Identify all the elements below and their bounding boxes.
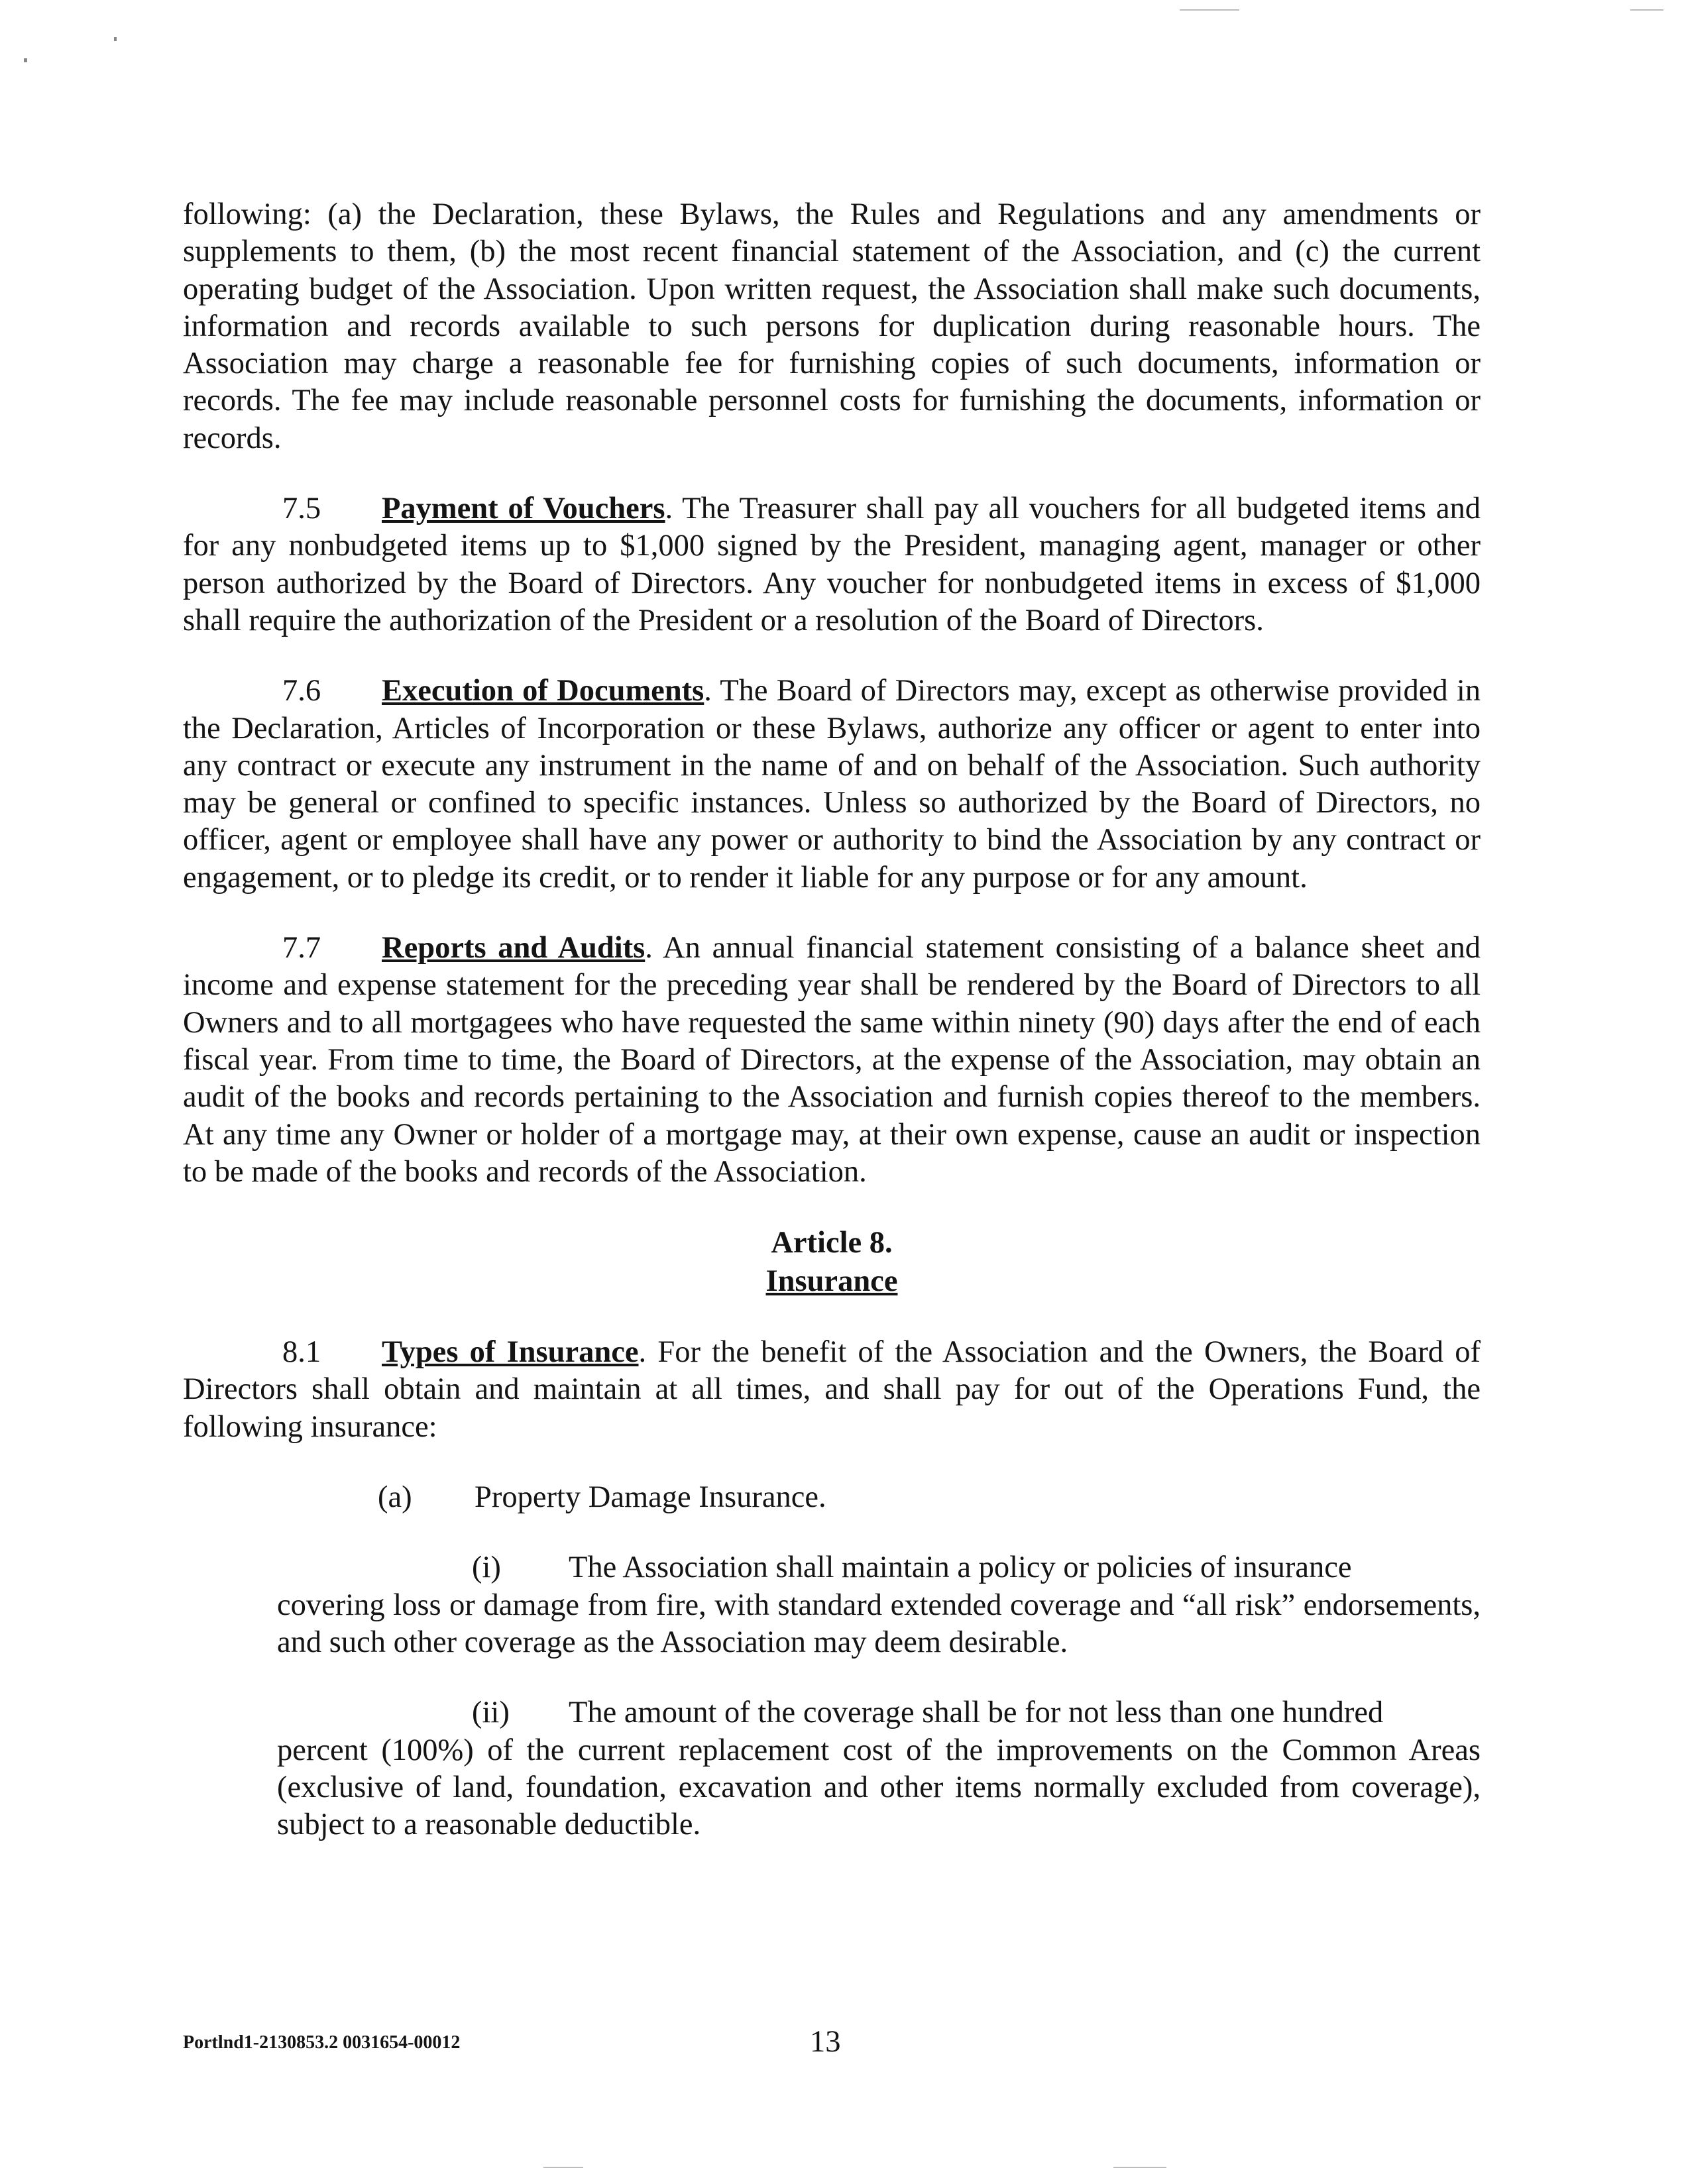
document-id: Portlnd1-2130853.2 0031654-00012 [183, 2032, 461, 2053]
scan-edge-mark [1113, 2167, 1166, 2168]
scan-speck [24, 58, 27, 62]
scan-edge-mark [1630, 9, 1663, 11]
section-heading: Execution of Documents [382, 674, 704, 708]
subitem-ii [183, 1694, 1481, 1843]
page-footer [183, 2024, 1481, 2064]
subitem-first-text: The amount of the coverage shall be for not less than one hundred [569, 1696, 1384, 1730]
section-body: . For the benefit of the Association and the Owners, the Board of Directors shall obtain and maintain at all times, and shall pay for out of the Operations Fund, the following insurance: [183, 1335, 1481, 1444]
section-number: 7.6 [282, 674, 321, 708]
section-7-7 [183, 930, 1481, 1191]
subitem-rest: percent (100%) of the current replacement cost of the improvements on the Common Areas (exclusive of land, foundation, excavation and other items normally excluded from coverage), subject to a reasonable deductible. [277, 1733, 1481, 1842]
scan-edge-mark [1180, 9, 1239, 11]
scan-edge-mark [543, 2167, 583, 2168]
section-number: 7.7 [282, 931, 321, 965]
section-heading: Payment of Vouchers [382, 492, 665, 526]
item-text: Property Damage Insurance. [475, 1480, 826, 1515]
section-8-1 [183, 1334, 1481, 1446]
section-number: 7.5 [282, 492, 321, 526]
subitem-label: (i) [472, 1551, 501, 1585]
section-body: . The Board of Directors may, except as otherwise provided in the Declaration, Articles of Incorporation or these Bylaws, authorize any officer or agent to enter into any contract or execute any instrument in the name of and on behalf of the Association. Such authority may be general or confined to specific instances. Unless so authorized by the Board of Directors, no officer, agent or employee shall have any power or authority to bind the Association by any contract or engagement, or to pledge its credit, or to render it liable for any purpose or for any amount. [183, 674, 1481, 895]
scan-speck [114, 37, 117, 41]
article-title: Insurance [765, 1264, 898, 1299]
item-label: (a) [378, 1480, 412, 1515]
document-page [183, 196, 1481, 1843]
section-7-6 [183, 673, 1481, 897]
page-number: 13 [810, 2025, 841, 2059]
section-body: . An annual financial statement consisting of a balance sheet and income and expense statement for the preceding year shall be rendered by the Board of Directors to all Owners and to all mortgagees who have requested the same within ninety (90) days after the end of each fiscal year. From time to time, the Board of Directors, at the expense of the Association, may obtain an audit of the books and records pertaining to the Association and furnish copies thereof to the members. At any time any Owner or holder of a mortgage may, at their own expense, cause an audit or inspection to be made of the books and records of the Association. [183, 931, 1481, 1189]
subitem-rest: covering loss or damage from fire, with standard extended coverage and “all risk” endorsements, and such other coverage as the Association may deem desirable. [277, 1588, 1481, 1659]
section-body: . The Treasurer shall pay all vouchers for all budgeted items and for any nonbudgeted items up to $1,000 signed by the President, managing agent, manager or other person authorized by the Board of Directors. Any voucher for nonbudgeted items in excess of $1,000 shall require the authorization of the President or a resolution of the Board of Directors. [183, 492, 1481, 637]
subitem-first-line [277, 1694, 1481, 1731]
subitem-label: (ii) [472, 1696, 510, 1730]
subitem-i [183, 1549, 1481, 1661]
subitem-first-line [277, 1549, 1481, 1586]
section-number: 8.1 [282, 1335, 321, 1370]
section-heading: Types of Insurance [382, 1335, 639, 1370]
article-label: Article 8. [771, 1226, 893, 1260]
item-a [183, 1479, 1481, 1516]
section-heading: Reports and Audits [382, 931, 646, 965]
article-heading [183, 1224, 1481, 1301]
continuation-paragraph: following: (a) the Declaration, these Bylaws, the Rules and Regulations and any amendments or supplements to them, (b) the most recent financial statement of the Association, and (c) the current operating budget of the Association. Upon written request, the Association shall make such documents, information and records available to such persons for duplication during reasonable hours. The Association may charge a reasonable fee for furnishing copies of such documents, information or records. The fee may include reasonable personnel costs for furnishing the documents, information or records. [183, 197, 1481, 455]
section-7-5 [183, 490, 1481, 639]
subitem-first-text: The Association shall maintain a policy or policies of insurance [569, 1551, 1352, 1585]
